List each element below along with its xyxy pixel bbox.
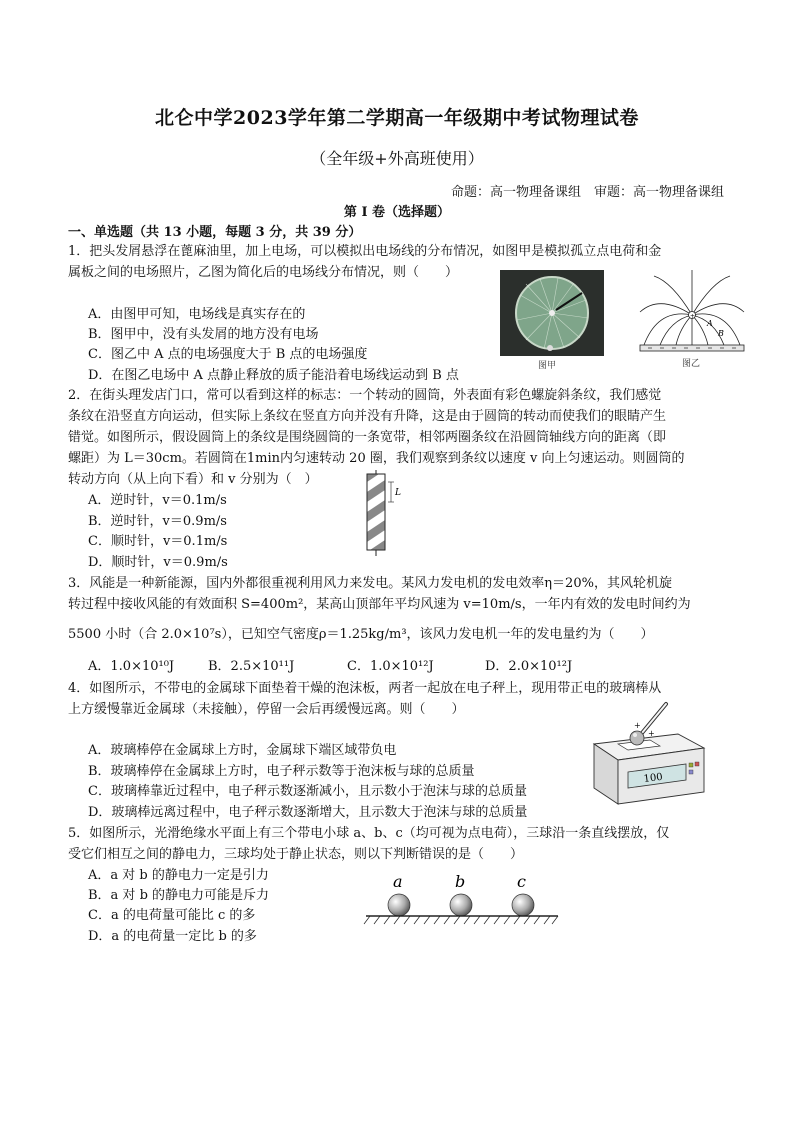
figure-yi-diagram — [636, 268, 748, 369]
part-heading: 第 I 卷（选择题） — [343, 205, 451, 220]
q3-option-b: B．2.5×10¹¹J — [208, 659, 295, 674]
ball-a — [388, 894, 410, 916]
q4-option-a: A．玻璃棒停在金属球上方时，金属球下端区域带负电 — [88, 743, 397, 758]
ball-b — [450, 894, 472, 916]
q5-stem-line1: 5．如图所示，光滑绝缘水平面上有三个带电小球 a、b、c（均可视为点电荷），三球沿一条直线摆放，仅 — [68, 826, 670, 841]
q1-stem-line1: 1．把头发屑悬浮在蓖麻油里，加上电场，可以模拟出电场线的分布情况，如图甲是模拟孤立点电荷和金 — [68, 244, 662, 259]
q2-stem-line2: 条纹在沿竖直方向运动，但实际上条纹在竖直方向并没有升降，这是由于圆筒的转动而使我们的眼睛产生 — [68, 409, 667, 424]
q4-stem-line1: 4．如图所示，不带电的金属球下面垫着干燥的泡沫板，两者一起放在电子秤上，现用带正电的玻璃棒从 — [68, 681, 662, 696]
section-heading: 一、单选题（共 13 小题，每题 3 分，共 39 分） — [68, 225, 362, 240]
q3-stem-line1: 3．风能是一种新能源，国内外都很重视利用风力来发电。某风力发电机的发电效率η＝20%，其风轮机旋 — [68, 576, 672, 591]
q2-stem-line3: 错觉。如图所示，假设圆筒上的条纹是围绕圆筒的一条宽带，相邻两圈条纹在沿圆筒轴线方向的距离（即 — [68, 430, 667, 445]
figure-jia-photo — [500, 270, 604, 371]
q3-option-a: A．1.0×10¹⁰J — [88, 659, 175, 674]
q5-option-d: D．a 的电荷量一定比 b 的多 — [88, 929, 257, 944]
q3-stem-line2: 转过程中接收风能的有效面积 S=400m²，某高山顶部年平均风速为 v=10m/s，一年内有效的发电时间约为 — [68, 597, 691, 612]
q2-stem-line5: 转动方向（从上向下看）和 v 分别为（ ） — [68, 472, 318, 487]
ball-c-label: c — [517, 872, 526, 891]
pitch-l-label: L — [395, 488, 401, 498]
rod-plus-2: + — [648, 729, 655, 738]
exam-title: 北仑中学2023学年第二学期高一年级期中考试物理试卷 — [155, 107, 639, 129]
three-balls-figure — [362, 868, 562, 928]
q5-stem-line2: 受它们相互之间的静电力，三球均处于静止状态，则以下判断错误的是（ ） — [68, 847, 524, 862]
q1-option-b: B．图甲中，没有头发屑的地方没有电场 — [88, 327, 319, 342]
q1-option-a: A．由图甲可知，电场线是真实存在的 — [88, 307, 306, 322]
q3-option-c: C．1.0×10¹²J — [347, 659, 434, 674]
ball-b-label: b — [455, 872, 466, 891]
q2-option-c: C．顺时针，v＝0.1m/s — [88, 534, 228, 549]
rod-plus-1: + — [634, 721, 641, 730]
q4-stem-line2: 上方缓慢靠近金属球（未接触），停留一会后再缓慢远离。则（ ） — [68, 702, 465, 717]
exam-authors: 命题：高一物理备课组 审题：高一物理备课组 — [450, 185, 724, 200]
scale-display-reading: 100 — [643, 771, 664, 785]
figure-yi-caption: 图乙 — [682, 359, 701, 369]
q2-stem-line1: 2．在街头理发店门口，常可以看到这样的标志：一个转动的圆筒，外表面有彩色螺旋斜条纹，我们感觉 — [68, 388, 662, 403]
ball-a-label: a — [393, 872, 403, 891]
q2-stem-line4: 螺距）为 L＝30cm。若圆筒在1min内匀速转动 20 圈，我们观察到条纹以速度 v 向上匀速运动。则圆筒的 — [68, 451, 685, 466]
q3-stem-line3: 5500 小时（合 2.0×10⁷s），已知空气密度ρ＝1.25kg/m³，该风力发电机一年的发电量约为（ ） — [68, 627, 654, 642]
q5-option-c: C．a 的电荷量可能比 c 的多 — [88, 908, 256, 923]
point-b-label: B — [718, 329, 724, 338]
q4-option-c: C．玻璃棒靠近过程中，电子秤示数逐渐减小，且示数小于泡沫与球的总质量 — [88, 784, 527, 799]
ball-c — [512, 894, 534, 916]
q1-stem-line2: 属板之间的电场照片，乙图为简化后的电场线分布情况，则（ ） — [68, 265, 459, 280]
q4-option-d: D．玻璃棒远离过程中，电子秤示数逐渐增大，且示数大于泡沫与球的总质量 — [88, 805, 528, 820]
q1-option-c: C．图乙中 A 点的电场强度大于 B 点的电场强度 — [88, 347, 368, 362]
q2-option-d: D．顺时针，v＝0.9m/s — [88, 555, 228, 570]
plus-charge-label: + — [690, 313, 696, 320]
q5-option-a: A．a 对 b 的静电力一定是引力 — [88, 868, 269, 883]
q2-option-b: B．逆时针，v＝0.9m/s — [88, 514, 227, 529]
q2-option-a: A．逆时针，v＝0.1m/s — [88, 493, 227, 508]
barber-pole-figure — [362, 470, 412, 558]
point-a-label: A — [707, 319, 713, 328]
q4-option-b: B．玻璃棒停在金属球上方时，电子秤示数等于泡沫板与球的总质量 — [88, 764, 475, 779]
q1-option-d: D．在图乙电场中 A 点静止释放的质子能沿着电场线运动到 B 点 — [88, 368, 459, 383]
q3-option-d: D．2.0×10¹²J — [485, 659, 573, 674]
figure-jia-caption: 图甲 — [538, 361, 557, 371]
electronic-scale-figure — [582, 700, 710, 810]
q5-option-b: B．a 对 b 的静电力可能是斥力 — [88, 888, 270, 903]
exam-subtitle: （全年级+外高班使用） — [310, 149, 484, 168]
